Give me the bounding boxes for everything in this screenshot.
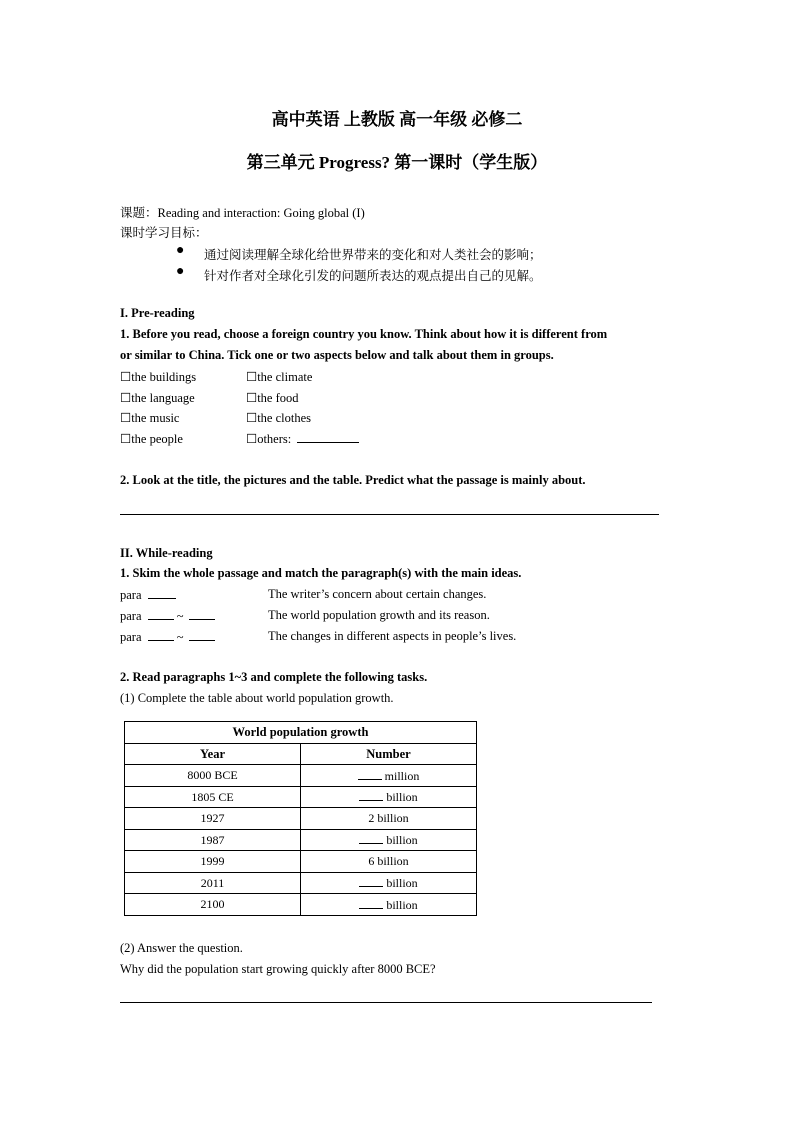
main-idea: The writer’s concern about certain changes.: [268, 587, 487, 601]
table-row: [125, 808, 477, 830]
page-title: 高中英语 上教版 高一年级 必修二: [271, 110, 523, 129]
goal-item: 针对作者对全球化引发的问题所表达的观点提出自己的见解。: [204, 269, 542, 283]
checkbox-option-others[interactable]: [246, 431, 359, 447]
unit-text: billion: [386, 790, 418, 805]
others-label: ☐others:: [246, 432, 292, 446]
checkbox-option[interactable]: ☐the climate: [246, 370, 313, 384]
table-row: [125, 786, 477, 808]
table-caption: World population growth: [125, 722, 477, 744]
table-row: [125, 851, 477, 873]
answer-blank[interactable]: [358, 768, 382, 780]
read-question: 2. Read paragraphs 1~3 and complete the following tasks.: [120, 670, 428, 684]
question-1-line1: 1. Before you read, choose a foreign country you know. Think about how it is different from: [120, 327, 608, 341]
bullet-icon: ●: [176, 243, 185, 258]
goals-label: 课时学习目标：: [120, 226, 208, 240]
para-blank[interactable]: [148, 608, 174, 620]
year-cell: 1987: [125, 829, 301, 851]
year-cell: 1999: [125, 851, 301, 873]
table-row: [125, 765, 477, 787]
para-blank[interactable]: [148, 587, 176, 599]
number-cell[interactable]: [301, 765, 477, 787]
column-header-number: Number: [301, 743, 477, 765]
para-blank[interactable]: [189, 629, 215, 641]
tilde-sign: ~: [176, 630, 184, 644]
unit-text: billion: [386, 833, 418, 848]
others-blank[interactable]: [297, 431, 359, 443]
column-header-year: Year: [125, 743, 301, 765]
goal-item: 通过阅读理解全球化给世界带来的变化和对人类社会的影响；: [204, 248, 542, 262]
para-match-row: [120, 629, 215, 645]
population-table: [124, 721, 477, 916]
main-idea: The changes in different aspects in people’s lives.: [268, 629, 517, 643]
checkbox-option[interactable]: ☐the clothes: [246, 411, 312, 425]
table-row: [125, 829, 477, 851]
checkbox-option[interactable]: ☐the food: [246, 391, 299, 405]
unit-text: billion: [386, 897, 418, 912]
task-1: (1) Complete the table about world population growth.: [120, 691, 394, 705]
number-cell: 6 billion: [301, 851, 477, 873]
section-heading-pre-reading: I. Pre-reading: [120, 306, 195, 320]
number-cell[interactable]: [301, 786, 477, 808]
lesson-topic: 课题：Reading and interaction: Going global (I): [120, 206, 365, 220]
skim-question: 1. Skim the whole passage and match the paragraph(s) with the main ideas.: [120, 566, 522, 580]
answer-blank[interactable]: [359, 897, 383, 909]
para-label: para: [120, 609, 142, 623]
table-row: [125, 872, 477, 894]
year-cell: 2011: [125, 872, 301, 894]
year-cell: 1927: [125, 808, 301, 830]
checkbox-option[interactable]: ☐the people: [120, 432, 183, 446]
para-label: para: [120, 630, 142, 644]
para-blank[interactable]: [148, 629, 174, 641]
number-cell[interactable]: [301, 829, 477, 851]
question-2: 2. Look at the title, the pictures and the table. Predict what the passage is mainly about.: [120, 473, 586, 487]
answer-line[interactable]: [120, 514, 659, 515]
year-cell: 8000 BCE: [125, 765, 301, 787]
year-cell: 2100: [125, 894, 301, 916]
tilde-sign: ~: [176, 609, 184, 623]
para-match-row: [120, 587, 176, 603]
number-cell: 2 billion: [301, 808, 477, 830]
checkbox-option[interactable]: ☐the language: [120, 391, 195, 405]
task-2: (2) Answer the question.: [120, 941, 243, 955]
main-idea: The world population growth and its reason.: [268, 608, 490, 622]
answer-blank[interactable]: [359, 789, 383, 801]
unit-text: million: [384, 768, 420, 783]
page-subtitle: 第三单元 Progress? 第一课时（学生版）: [246, 153, 548, 172]
para-match-row: [120, 608, 215, 624]
para-label: para: [120, 588, 142, 602]
para-blank[interactable]: [189, 608, 215, 620]
number-cell[interactable]: [301, 872, 477, 894]
section-heading-while-reading: II. While-reading: [120, 546, 213, 560]
unit-text: billion: [386, 876, 418, 891]
bullet-icon: ●: [176, 264, 185, 279]
number-cell[interactable]: [301, 894, 477, 916]
answer-blank[interactable]: [359, 875, 383, 887]
question-1-line2: or similar to China. Tick one or two aspects below and talk about them in groups.: [120, 348, 554, 362]
answer-blank[interactable]: [359, 832, 383, 844]
year-cell: 1805 CE: [125, 786, 301, 808]
table-row: [125, 894, 477, 916]
checkbox-option[interactable]: ☐the music: [120, 411, 180, 425]
population-question: Why did the population start growing quickly after 8000 BCE?: [120, 962, 436, 976]
answer-line[interactable]: [120, 1002, 652, 1003]
checkbox-option[interactable]: ☐the buildings: [120, 370, 197, 384]
